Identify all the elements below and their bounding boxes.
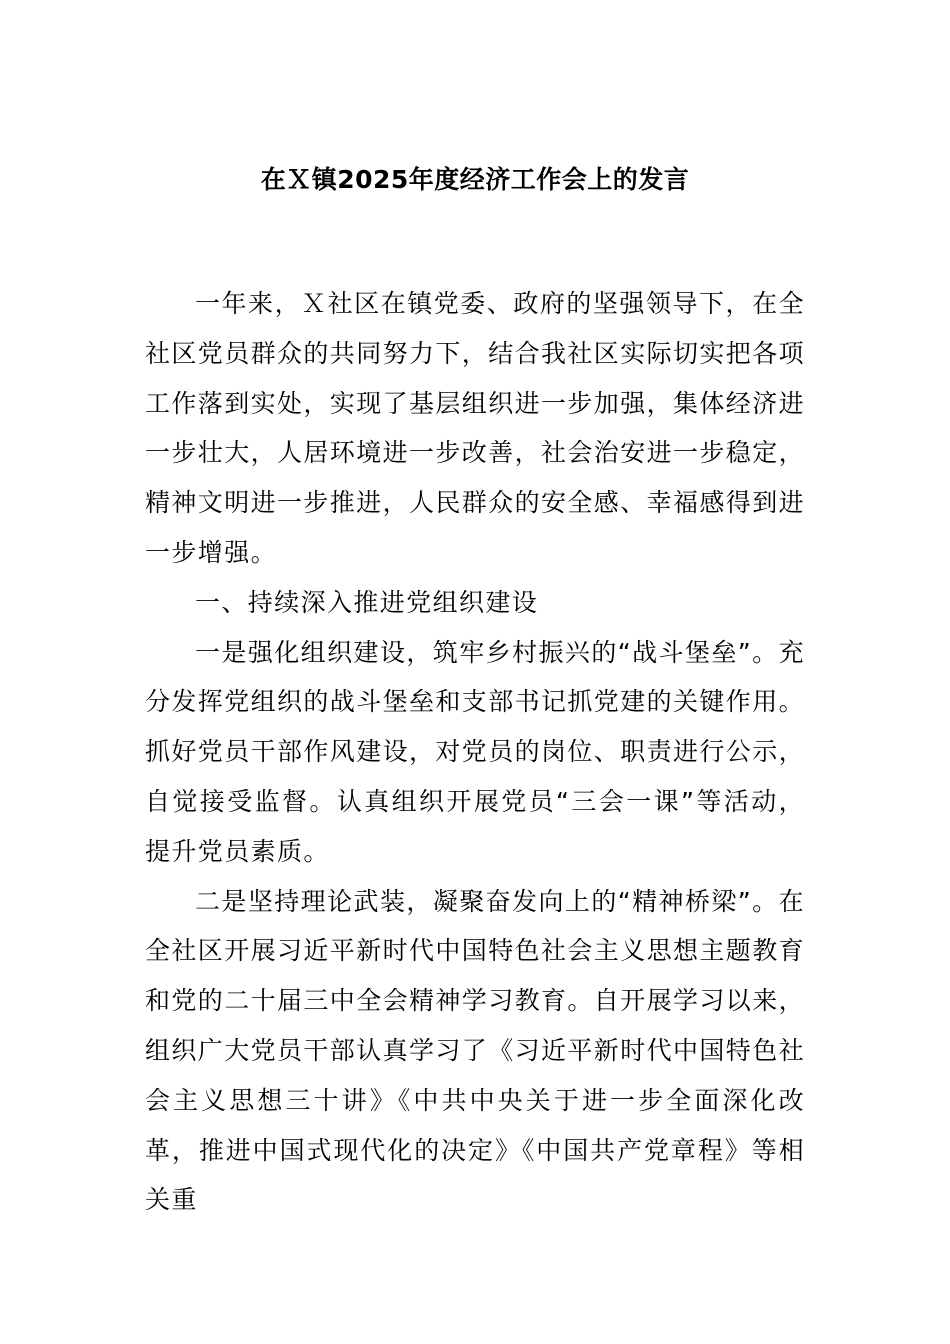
section-heading: 一、持续深入推进党组织建设: [195, 587, 539, 617]
paragraph-organization: 一是强化组织建设，筑牢乡村振兴的“战斗堡垒”。充分发挥党组织的战斗堡垒和支部书记抓党建的关键作用。抓好党员干部作风建设，对党员的岗位、职责进行公示，自觉接受监督。认真组织开展党员“三会一课”等活动，提升党员素质。: [145, 637, 806, 866]
paragraph-theory: 二是坚持理论武装，凝聚奋发向上的“精神桥梁”。在全社区开展习近平新时代中国特色社会主义思想主题教育和党的二十届三中全会精神学习教育。自开展学习以来，组织广大党员干部认真学习了《习近平新时代中国特色社会主义思想三十讲》《中共中央关于进一步全面深化改革，推进中国式现代化的决定》《中国共产党章程》等相关重: [145, 886, 806, 1215]
document-body: [145, 279, 805, 1225]
document-title: 在Ｘ镇2025年度经济工作会上的发言: [260, 165, 690, 194]
paragraph-intro: 一年来，Ｘ社区在镇党委、政府的坚强领导下，在全社区党员群众的共同努力下，结合我社区实际切实把各项工作落到实处，实现了基层组织进一步加强，集体经济进一步壮大，人居环境进一步改善，社会治安进一步稳定，精神文明进一步推进，人民群众的安全感、幸福感得到进一步增强。: [145, 289, 806, 567]
